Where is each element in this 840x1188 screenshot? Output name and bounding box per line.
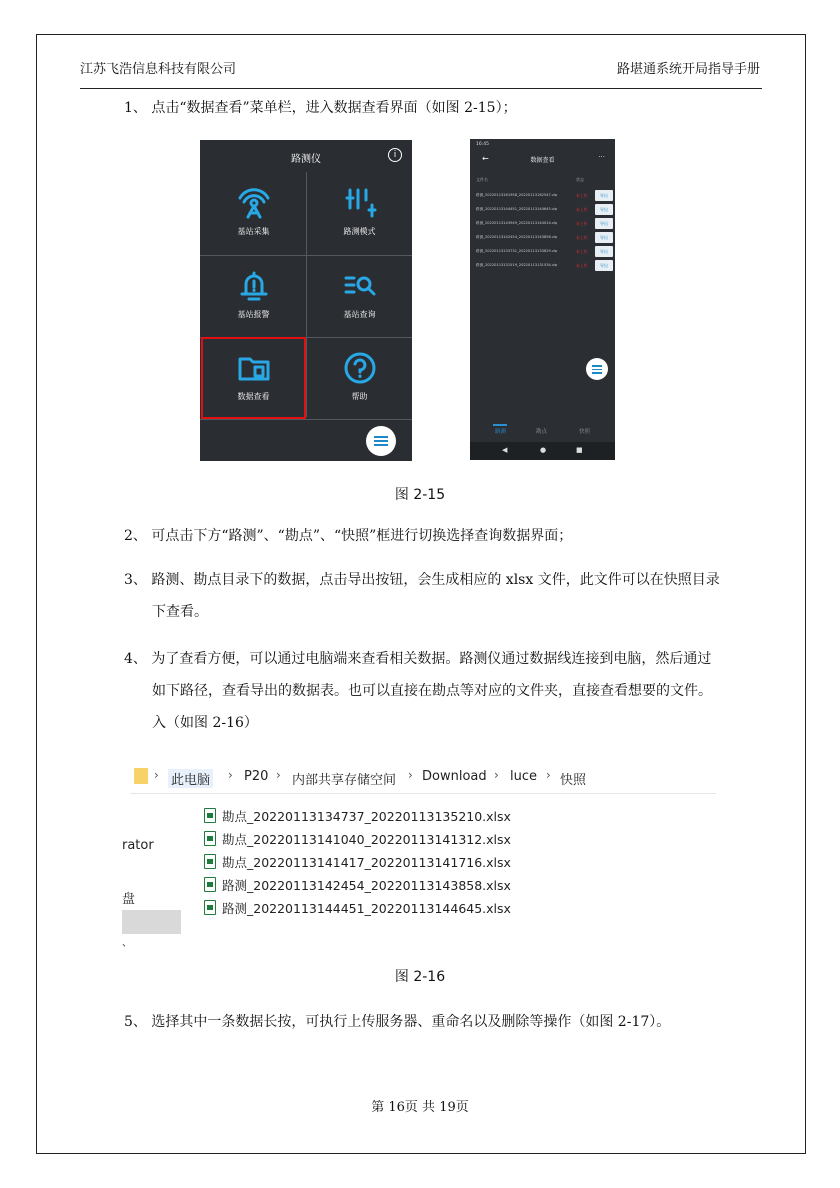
help-icon	[343, 351, 377, 385]
app-title: 路测仪	[291, 154, 321, 165]
tile-base-station-query[interactable]	[307, 255, 412, 338]
breadcrumb-item[interactable]: 此电脑	[168, 769, 213, 788]
list-item[interactable]	[476, 232, 614, 244]
tab-survey-point[interactable]: 勘点	[536, 429, 548, 435]
chevron-right-icon: ›	[228, 768, 233, 782]
breadcrumb-item[interactable]: Download	[422, 769, 487, 784]
tab-snapshot[interactable]: 快照	[579, 429, 591, 435]
upload-status: 未上传	[576, 207, 588, 212]
address-bar[interactable]	[130, 756, 716, 794]
info-icon[interactable]: i	[388, 148, 402, 162]
more-icon[interactable]: ···	[598, 153, 605, 161]
step-2: 2、 可点击下方“路测”、“勘点”、“快照”框进行切换选择查询数据界面；	[124, 528, 573, 544]
status-time: 16:45	[476, 142, 489, 147]
excel-file-icon	[204, 877, 216, 892]
list-search-icon	[343, 269, 377, 303]
file-name: 勘点_20220113134737_20220113135210.xlsx	[222, 809, 511, 824]
tile-drive-test-mode[interactable]	[307, 172, 412, 255]
back-arrow-icon[interactable]: ←	[482, 154, 489, 163]
step-3: 3、 路测、勘点目录下的数据，点击导出按钮，会生成相应的 xlsx 文件，此文件可以在快照目录	[124, 572, 720, 588]
upload-status: 未上传	[576, 249, 588, 254]
antenna-icon	[237, 186, 271, 220]
file-name: 勘点_20220113141040_20220113141312.xlsx	[222, 832, 511, 847]
active-tab-indicator	[493, 424, 507, 426]
excel-file-icon	[204, 831, 216, 846]
column-header-file: 文件名	[476, 177, 488, 182]
excel-file-icon	[204, 900, 216, 915]
tile-base-station-alarm[interactable]	[201, 255, 306, 338]
column-header-status: 状态	[576, 177, 584, 182]
sidebar-selected-item[interactable]	[122, 910, 181, 934]
manual-title: 路堪通系统开局指导手册	[616, 62, 760, 77]
export-button[interactable]: 导出	[595, 260, 613, 271]
sidebar-fragment: 、	[122, 938, 132, 949]
chevron-right-icon: ›	[408, 768, 413, 782]
step-4: 4、 为了查看方便，可以通过电脑端来查看相关数据。路测仪通过数据线连接到电脑，然后通过	[124, 651, 712, 667]
breadcrumb-item[interactable]: 内部共享存储空间	[292, 773, 397, 788]
file-name: 路测_20220113161958_20220113162547.zip	[476, 193, 558, 197]
file-name: 路测_20220113142454_20220113143858.zip	[476, 235, 558, 239]
screen-title: 数据查看	[530, 157, 555, 164]
export-button[interactable]: 导出	[595, 232, 613, 243]
step-1: 1、 点击“数据查看”菜单栏，进入数据查看界面（如图 2-15）；	[124, 100, 517, 116]
company-name: 江苏飞浩信息科技有限公司	[80, 62, 237, 77]
list-item[interactable]	[476, 246, 614, 258]
file-name: 路测_20220113133731_20220113133829.zip	[476, 249, 558, 253]
tile-base-station-collect[interactable]	[201, 172, 306, 255]
nav-recents-icon[interactable]: ■	[576, 446, 583, 454]
highlight-box	[201, 337, 306, 419]
upload-status: 未上传	[576, 221, 588, 226]
android-nav-bar	[470, 442, 615, 460]
page-border	[36, 34, 806, 1154]
export-button[interactable]: 导出	[595, 246, 613, 257]
page-footer: 第 16页 共 19页	[371, 1100, 469, 1115]
step-4-cont2: 入（如图 2-16）	[152, 715, 258, 731]
chevron-right-icon: ›	[494, 768, 499, 782]
sidebar-fragment: rator	[122, 838, 154, 853]
tile-label: 基站采集	[237, 227, 270, 236]
file-name: 路测_20220113144451_20220113144645.zip	[476, 207, 558, 211]
list-item[interactable]	[476, 218, 614, 230]
phone-menu-screenshot	[200, 140, 412, 461]
tile-label: 基站查询	[343, 310, 376, 319]
figure-caption: 图 2-16	[394, 969, 446, 985]
file-name: 路测_20220113144451_20220113144645.xlsx	[222, 901, 511, 916]
file-name: 路测_20220113143949_20220113144014.zip	[476, 221, 558, 225]
list-item[interactable]	[476, 260, 614, 272]
nav-home-icon[interactable]: ●	[540, 446, 547, 454]
list-item[interactable]	[476, 204, 614, 216]
breadcrumb-item[interactable]: 快照	[560, 773, 587, 788]
breadcrumb-item[interactable]: P20	[244, 769, 269, 784]
step-3-cont: 下查看。	[152, 604, 208, 620]
breadcrumb-item[interactable]: luce	[510, 769, 537, 784]
chevron-right-icon: ›	[546, 768, 551, 782]
upload-status: 未上传	[576, 235, 588, 240]
tile-label: 基站报警	[237, 310, 270, 319]
folder-icon	[134, 768, 148, 784]
upload-status: 未上传	[576, 193, 588, 198]
export-button[interactable]: 导出	[595, 190, 613, 201]
phone-data-list-screenshot	[470, 139, 615, 460]
header-rule	[80, 88, 762, 89]
chevron-right-icon: ›	[154, 768, 159, 782]
bell-alert-icon	[237, 269, 271, 303]
nav-back-icon[interactable]: ◀	[502, 446, 508, 454]
sliders-plus-icon	[343, 186, 377, 220]
sidebar-fragment: 盘	[122, 892, 136, 907]
excel-file-icon	[204, 854, 216, 869]
menu-fab-button[interactable]	[366, 426, 396, 456]
menu-fab-button[interactable]	[586, 358, 608, 380]
excel-file-icon	[204, 808, 216, 823]
file-name: 勘点_20220113141417_20220113141716.xlsx	[222, 855, 511, 870]
chevron-right-icon: ›	[276, 768, 281, 782]
tile-label: 路测模式	[343, 227, 376, 236]
export-button[interactable]: 导出	[595, 204, 613, 215]
page-header	[80, 58, 760, 86]
tile-label: 帮助	[351, 392, 368, 401]
figure-caption: 图 2-15	[394, 487, 446, 503]
tile-help[interactable]	[307, 337, 412, 420]
file-explorer-screenshot	[122, 752, 716, 949]
list-item[interactable]	[476, 190, 614, 202]
file-name: 路测_20220113131519_20220113131534.zip	[476, 263, 558, 267]
export-button[interactable]: 导出	[595, 218, 613, 229]
upload-status: 未上传	[576, 263, 588, 268]
tile-label: 数据查看	[237, 392, 270, 401]
tab-drive-test[interactable]: 路测	[495, 429, 507, 435]
step-5: 5、 选择其中一条数据长按，可执行上传服务器、重命名以及删除等操作（如图 2-17）。	[124, 1014, 671, 1030]
step-4-cont: 如下路径，查看导出的数据表。也可以直接在勘点等对应的文件夹，直接查看想要的文件。	[152, 683, 712, 699]
file-name: 路测_20220113142454_20220113143858.xlsx	[222, 878, 511, 893]
